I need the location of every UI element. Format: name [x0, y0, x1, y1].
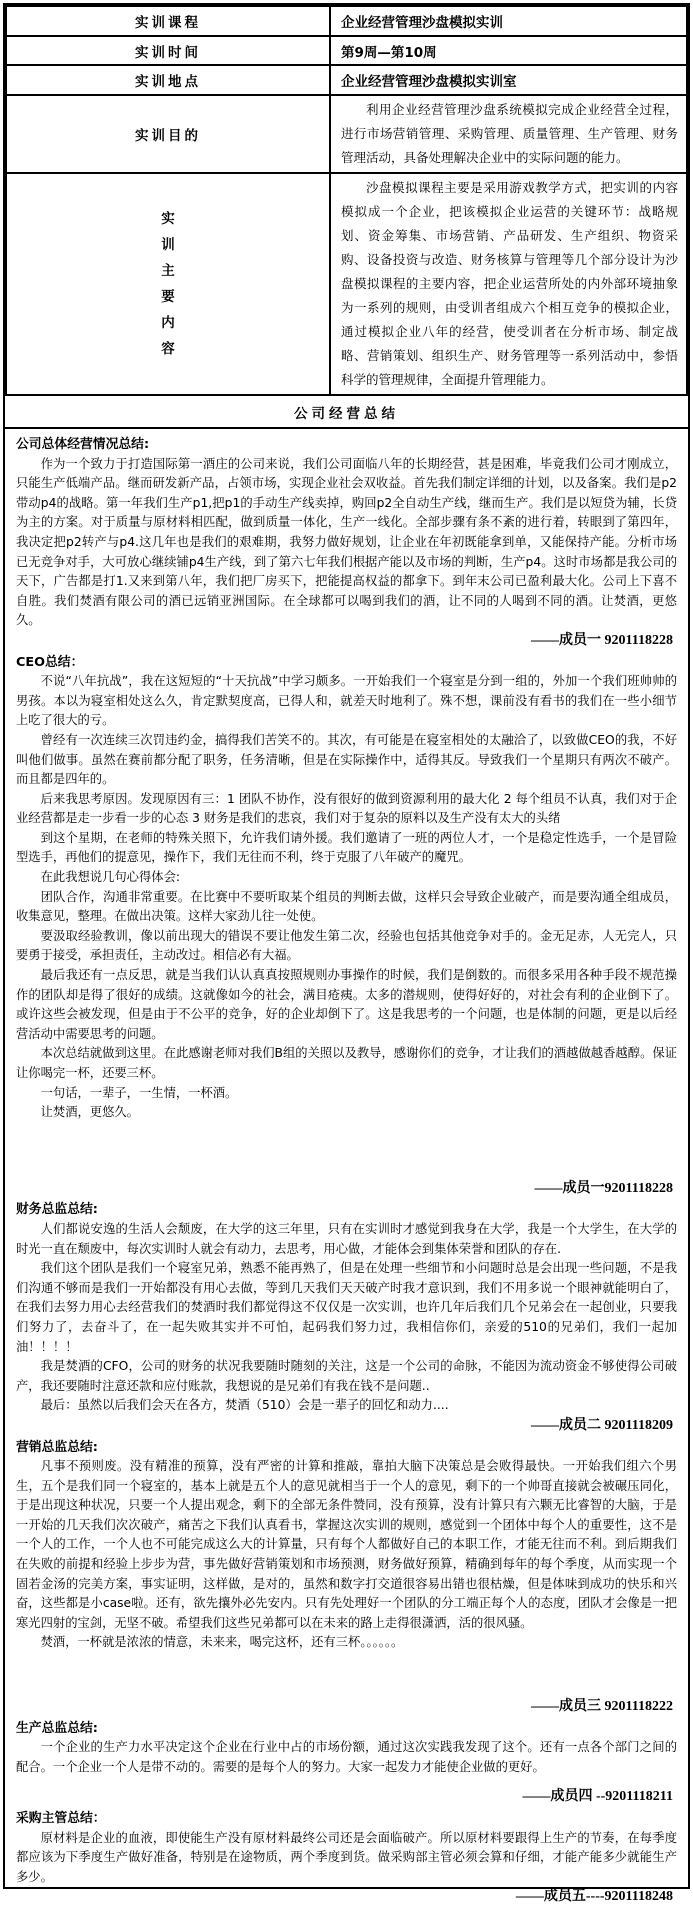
- section-heading: 营销总监总结:: [16, 1439, 98, 1455]
- field-label-purpose: 实训目的: [6, 95, 330, 173]
- field-label-main-content: [6, 173, 330, 395]
- member-signature: ——成员一 9201118228: [531, 632, 673, 648]
- report-body: [5, 429, 688, 1907]
- section-marketing-summary: [16, 1438, 677, 1717]
- closing-line: 一句话，一辈子，一生情，一杯酒。: [40, 1085, 238, 1100]
- paragraph: 最后：虽然以后我们会天在各方，焚酒（510）会是一辈子的回忆和动力....: [40, 1398, 449, 1413]
- field-value-course: 企业经营管理沙盘模拟实训: [330, 6, 687, 36]
- table-row: [6, 173, 687, 395]
- section-heading: 生产总监总结:: [16, 1720, 98, 1736]
- section-heading: CEO总结：: [16, 654, 84, 670]
- section-production-summary: [16, 1719, 677, 1807]
- member-signature: ——成员三 9201118222: [531, 1699, 673, 1715]
- member-signature: ——成员五----9201118248: [515, 1889, 673, 1905]
- training-info-table: [5, 5, 688, 396]
- table-row: [6, 6, 687, 36]
- field-label-location: 实训地点: [6, 65, 330, 95]
- document-frame: [3, 3, 690, 1905]
- field-label-course: 实训课程: [6, 6, 330, 36]
- section-purchasing-summary: [16, 1809, 677, 1907]
- member-signature: ——成员二 9201118209: [531, 1417, 673, 1433]
- section-heading: 财务总监总结:: [16, 1202, 98, 1218]
- table-row: [6, 65, 687, 95]
- paragraph: 最后我还有一点反思，就是当我们认认真真按照规则办事操作的时候，我们是倒数的。而很多采用各种手段不规范操作的团队却是得了很好的成绩。这就像如今的社会，满目疮痍。太多的潜规则，使得好好的，对社会有利的企业倒下了。或许这些会被发现，但是由于不公平的竞争，好的企业却倒下了。这是我思考的一个问题，也是体制的问题，更是以后经营活动中需要思考的问题。: [16, 968, 677, 1041]
- paragraph: 凡事不预则废。没有精准的预算，没有严密的计算和推敲，靠拍大脑下决策总是会败得最快。一开始我们组六个男生，五个是我们同一个寝室的，基本上就是五个人的意见就相当于一个人的意见，剩下的一个帅哥直接就会被碾压同化，于是出现这种状况，只要一个人提出观念，剩下的全部无条件赞同，没有预算，没有计算只有六颗无比睿智的大脑，于是一开始的几天我们次次破产，痛苦之下我们认真看书，掌握这次实训的规则，感觉到一个团体中每个人的重要性，这不是一个人的工作，一个人也不可能完成这么大的计算量，只有每个人都做好自己的本职工作，才能无往而不利。到后期我们在失败的前提和经验上步步为营，事先做好营销策划和市场预测，财务做好预算，精确到每年的每个季度，从而实现一个固若金汤的完美方案，事实证明，这样做，是对的，虽然和数字打交道很容易出错也很枯燥，但是体味到成功的快乐和兴奋，这些都是小case啦。还有，欲先攘外必先安内。只有先处理好一个团队的分工端正每个人的态度，团队才会像是一把寒光四射的宝剑，无坚不破。希望我们这些兄弟都可以在未来的路上走得很潇洒，活的很风骚。: [16, 1459, 677, 1630]
- section-ceo-summary: [16, 653, 677, 1199]
- field-value-time: 第9周—第10周: [330, 36, 687, 65]
- section-overall-summary: [16, 435, 677, 651]
- section-heading: 公司总体经营情况总结:: [16, 437, 150, 452]
- paragraph: 原材料是企业的血液，即使能生产没有原材料最终公司还是会面临破产。所以原材料要跟得上生产的节奏，在每季度都应该为下季度生产做好准备，特别是在途物质，两个季度到货。做采购部主管必须会算和仔细，才能产能多少就能生产多少。: [16, 1830, 677, 1884]
- member-signature: ——成员四 --9201118211: [522, 1789, 673, 1805]
- paragraph: 后来我思考原因。发现原因有三：1 团队不协作，没有很好的做到资源利用的最大化 2 每个组员不认真，我们对于企业经营都是走一步看一步的心态 3 财务是我们的悲哀，我们对于复杂的原料以及生产没有太大的头绪: [16, 791, 677, 826]
- summary-section-title: 公司经营总结: [5, 396, 688, 429]
- paragraph: 曾经有一次连续三次罚违约金，搞得我们苦笑不的。其次，有可能是在寝室相处的太融洽了，以致做CEO的我，不好叫他们做事。虽然在赛前都分配了职务，任务清晰，但是在实际操作中，适得其反。导致我们一个星期只有两次不破产。而且都是四年的。: [16, 732, 677, 787]
- field-label-time: 实训时间: [6, 36, 330, 65]
- field-value-location: 企业经营管理沙盘模拟实训室: [330, 65, 687, 95]
- paragraph: 本次总结就做到这里。在此感谢老师对我们B组的关照以及教导，感谢你们的竞争，才让我们的酒越做越香越醇。保证让你喝完一杯，还要三杯。: [16, 1046, 677, 1080]
- closing-line: 焚酒，一杯就是浓浓的情意，未来来，喝完这杯，还有三杯。。。。。。: [40, 1635, 404, 1650]
- table-row: [6, 36, 687, 65]
- section-heading: 采购主管总结：: [16, 1811, 106, 1826]
- paragraph: 不说“八年抗战”，我在这短短的“十天抗战”中学习颇多。一开始我们一个寝室是分到一组的，外加一个我们班帅帅的男孩。本以为寝室相处这么久，肯定默契度高，已得人和，就差天时地利了。殊不想，课前没有看书的我们在一些小细节上吃了很大的亏。: [16, 674, 677, 728]
- field-value-purpose: 利用企业经营管理沙盘系统模拟完成企业经营全过程，进行市场营销管理、采购管理、质量管理、生产管理、财务管理活动，具备处理解决企业中的实际问题的能力。: [330, 95, 687, 173]
- field-value-main-content: 沙盘模拟课程主要是采用游戏教学方式，把实训的内容模拟成一个企业，把该模拟企业运营的关键环节：战略规划、资金筹集、市场营销、产品研发、生产组织、物资采购、设备投资与改造、财务核算与管理等几个部分设计为沙盘模拟课程的主要内容，把企业运营所处的内外部环境抽象为一系列的规则，由受训者组成六个相互竞争的模拟企业，通过模拟企业八年的经营，使受训者在分析市场、制定战略、营销策划、组织生产、财务管理等一系列活动中，参悟科学的管理规律，全面提升管理能力。: [330, 173, 687, 395]
- paragraph: 团队合作，沟通非常重要。在比赛中不要听取某个组员的判断去做，这样只会导致企业破产，而是要沟通全组成员，收集意见，整理。在做出决策。这样大家劲儿往一处使。: [16, 889, 677, 924]
- table-row: [6, 95, 687, 173]
- section-finance-summary: [16, 1200, 677, 1435]
- paragraph: 人们都说安逸的生活人会颓废，在大学的这三年里，只有在实训时才感觉到我身在大学，我是一个大学生，在大学的时光一直在颓废中，每次实训时人就会有动力，去思考，用心做，才能体会到集体荣誉和团队的存在.: [16, 1221, 677, 1256]
- paragraph: 要汲取经验教训，像以前出现大的错误不要让他发生第二次，经验也包括其他竞争对手的。金无足赤，人无完人，只要勇于接受，承担责任，主动改过。相信必有大福。: [16, 928, 677, 963]
- vertical-label-text: 实训主要内容: [161, 211, 175, 357]
- member-signature: ——成员一9201118228: [534, 1180, 673, 1196]
- paragraph: 在此我想说几句心得体会:: [40, 870, 181, 885]
- paragraph: 我是焚酒的CFO，公司的财务的状况我要随时随刻的关注，这是一个公司的命脉，不能因为流动资金不够使得公司破产，我还要随时注意还款和应付账款，我想说的是兄弟们有我在钱不是问题..: [16, 1359, 677, 1393]
- closing-line: 让焚酒，更悠久。: [40, 1105, 139, 1120]
- paragraph: 我们这个团队是我们一个寝室兄弟，熟悉不能再熟了，但是在处理一些细节和小问题时总是会出现一些问题，不是我们沟通不够而是我们一开始都没有用心去做，等到几天我们天天破产时我才意识到，我们不用多说一个眼神就能明白了，在我们去努力用心去经营我们的焚酒时我们都觉得这不仅仅是一次实训，也许几年后我们几个兄弟会在一起创业，只要我们努力了，去奋斗了，在一起失败其实并不可怕，起码我们努力过，我相信你们，亲爱的510的兄弟们，我们一起加油！！！！: [16, 1261, 677, 1354]
- paragraph: 作为一个致力于打造国际第一酒庄的公司来说，我们公司面临八年的长期经营，甚是困难，毕竟我们公司才刚成立，只能生产低端产品。继而研发新产品，占领市场，实现企业社会双收益。首先我们制定详细的计划，以及备案。我们是p2带动p4的战略。第一年我们生产p1,把p1的手动生产线卖掉，购回p2全自动生产线，继而生产。我们是以短贷为辅，长贷为主的方案。对于质量与原材料相匹配，做到质量一体化，生产一线化。全部步骤有条不紊的进行着，转眼到了第四年，我决定把p2转产与p4.这几年也是我们的艰难期，我努力做好规划，让企业在年初既能拿到单，又能保持产能。分析市场已无竞争对手，大可放心继续铺p4生产线，到了第六七年我们根据产能以及市场的判断，生产p4。这时市场都是我公司的天下，广告都是打1.又来到第八年，我们把厂房买下，把能提高权益的都拿下。到年末公司已盈利最大化。公司上下喜不自胜。我们焚酒有限公司的酒已远销亚洲国际。在全球都可以喝到我们的酒，让不同的人喝到不同的酒。让焚酒，更悠久。: [16, 456, 677, 628]
- paragraph: 到这个星期，在老师的特殊关照下，允许我们请外援。我们邀请了一班的两位人才，一个是稳定性选手，一个是冒险型选手，再他们的提意见，操作下，我们无往而不利，终于克服了八年破产的魔咒。: [16, 830, 677, 865]
- paragraph: 一个企业的生产力水平决定这个企业在行业中占的市场份额，通过这次实践我发现了这个。还有一点各个部门之间的配合。一个企业一个人是带不动的。需要的是每个人的努力。大家一起发力才能使企业做的更好。: [16, 1740, 677, 1774]
